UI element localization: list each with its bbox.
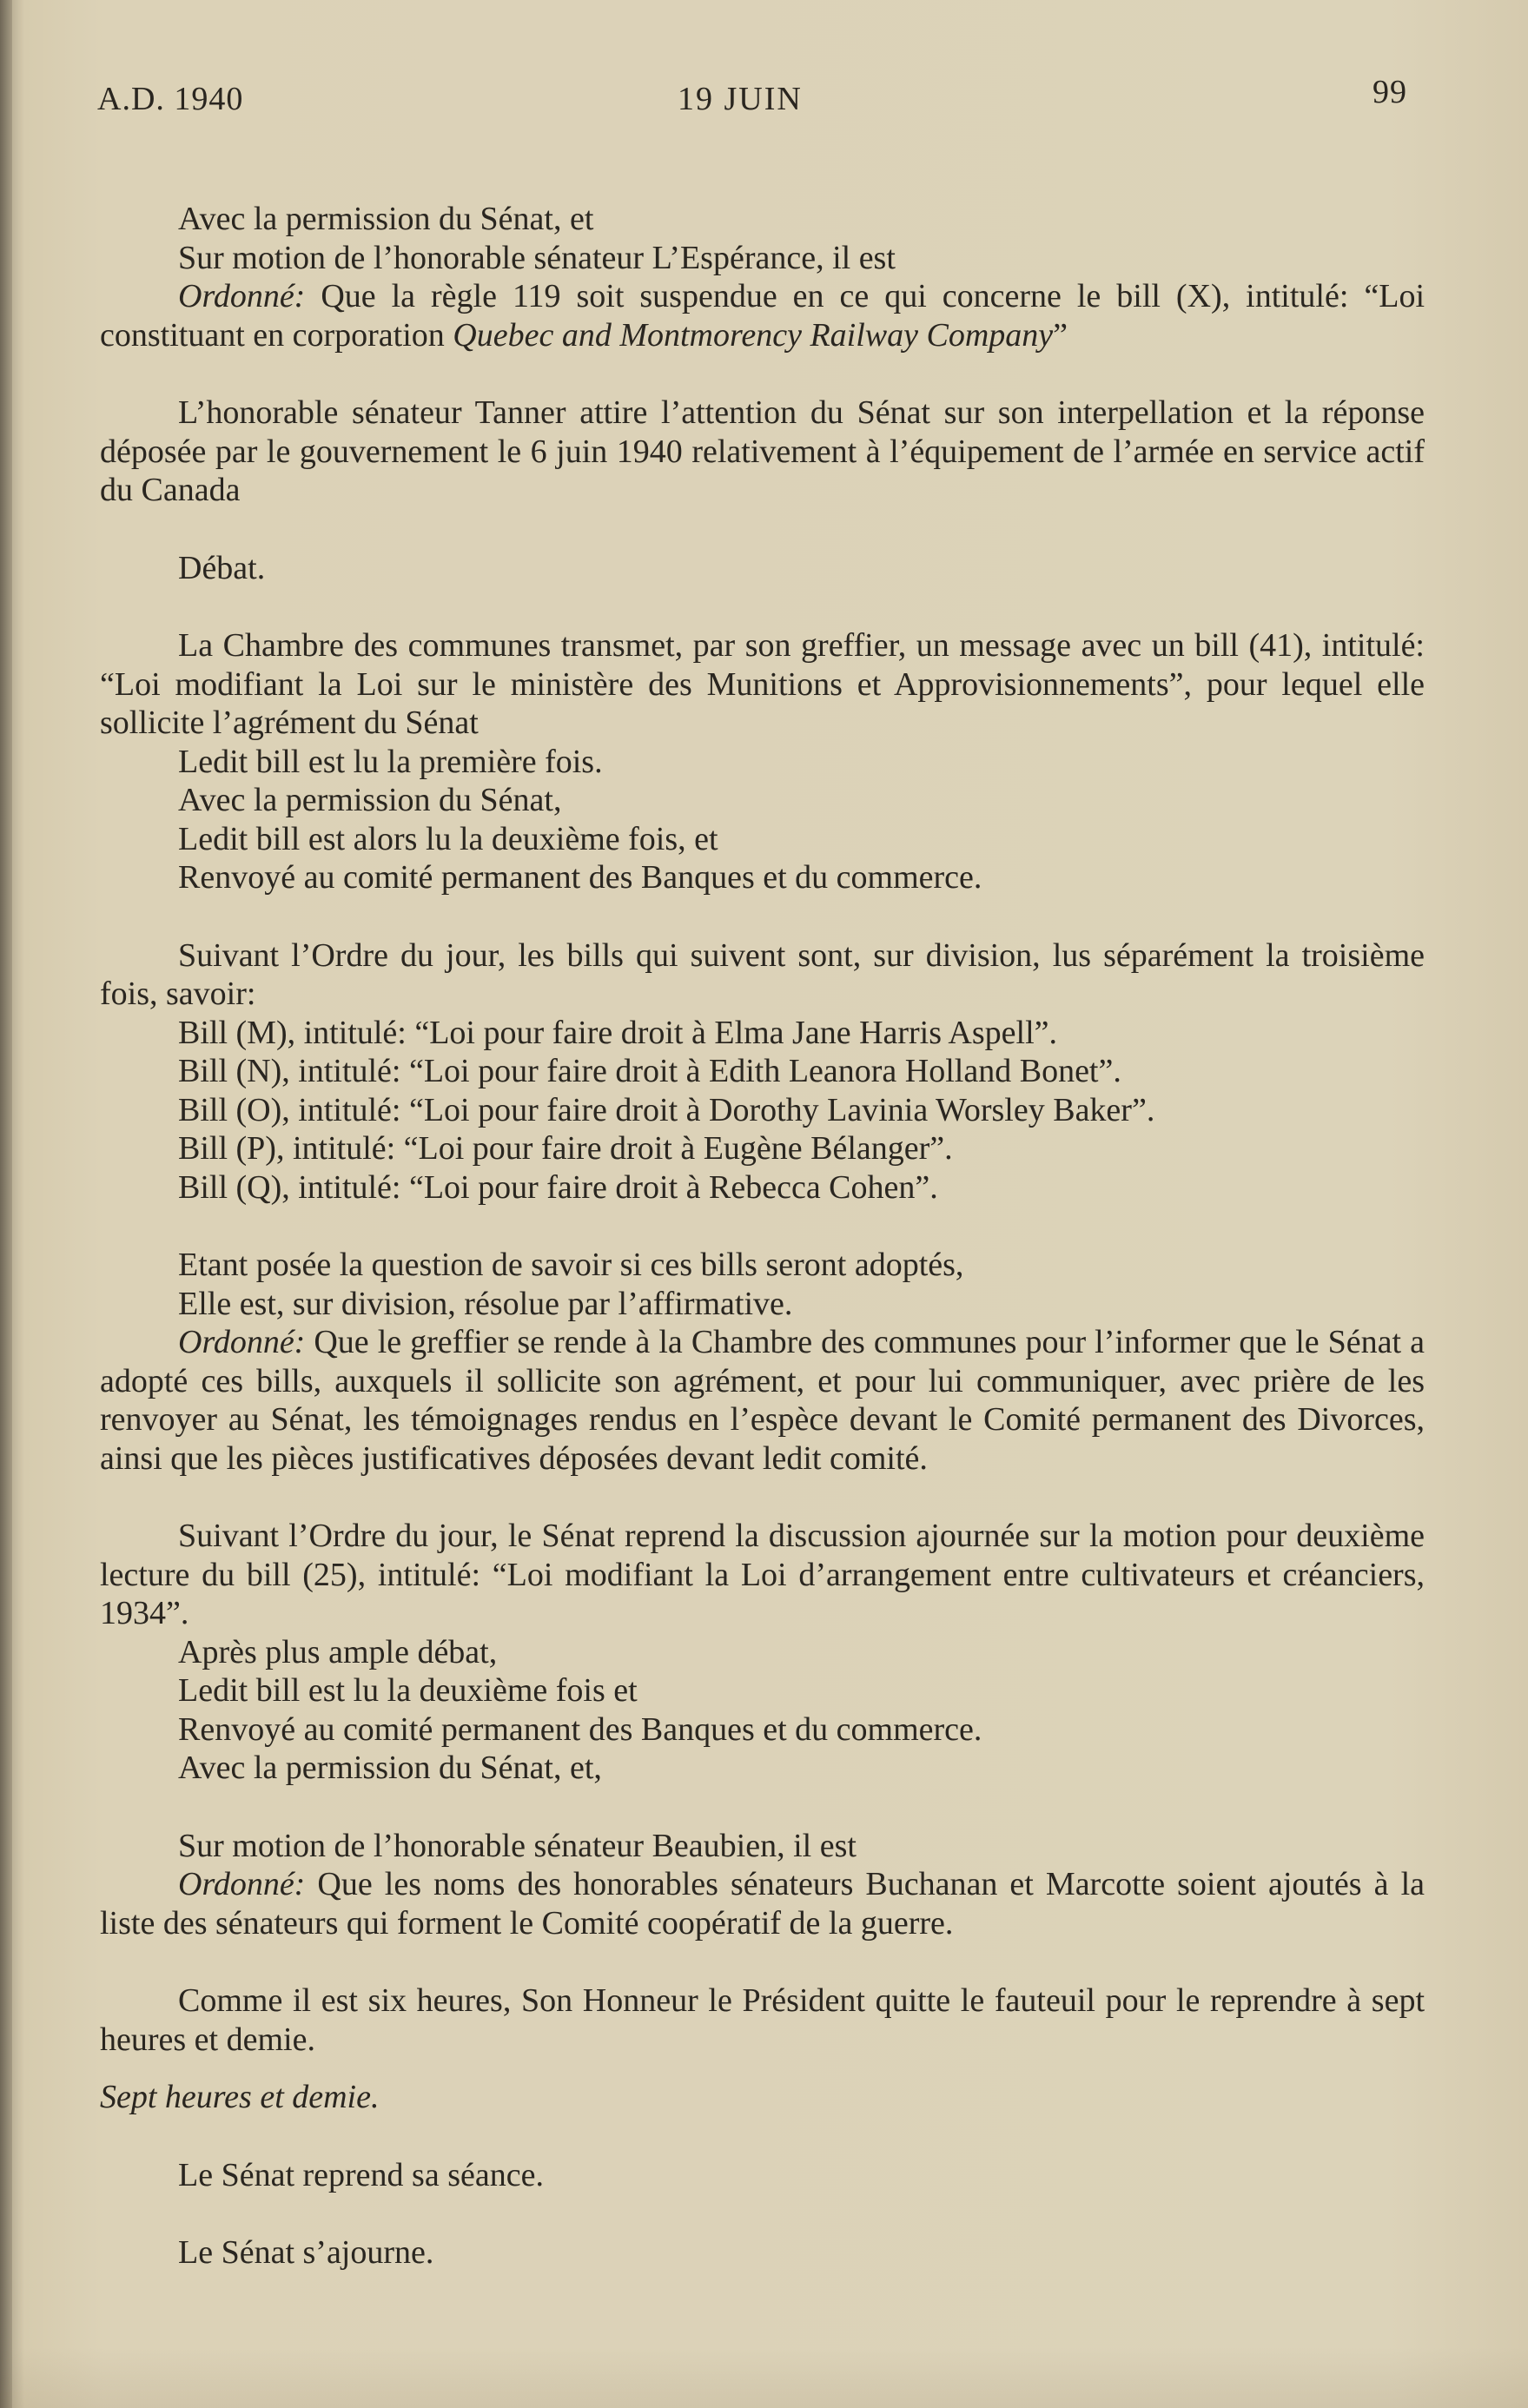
- paragraph: Débat.: [178, 549, 266, 586]
- spacer: [100, 1207, 1425, 1246]
- paragraph: Comme il est six heures, Son Honneur le Président quitte le fauteuil pour le reprendre à sept heures et demie.: [100, 1982, 1425, 2058]
- paragraph: Etant posée la question de savoir si ces bills seront adoptés,: [178, 1247, 964, 1283]
- paragraph: Le Sénat reprend sa séance.: [178, 2156, 544, 2193]
- spacer: [100, 2059, 1425, 2078]
- header-year: A.D. 1940: [97, 81, 244, 117]
- paragraph: Avec la permission du Sénat, et: [178, 201, 594, 237]
- order-label: Ordonné:: [178, 1324, 306, 1360]
- bill-item: Bill (O), intitulé: “Loi pour faire droit à Dorothy Lavinia Worsley Baker”.: [178, 1091, 1155, 1128]
- bill-item: Bill (N), intitulé: “Loi pour faire droit à Edith Leanora Holland Bonet”.: [178, 1053, 1121, 1089]
- spacer: [100, 2194, 1425, 2233]
- paragraph: Après plus ample débat,: [178, 1633, 498, 1670]
- paragraph: Ledit bill est lu la première fois.: [178, 743, 603, 780]
- order-label: Ordonné:: [178, 1866, 306, 1902]
- spacer: [100, 587, 1425, 626]
- document-body: [100, 200, 1425, 2272]
- paragraph: Ledit bill est alors lu la deuxième fois, et: [178, 820, 718, 857]
- paragraph: Le Sénat s’ajourne.: [178, 2234, 434, 2271]
- paragraph: Suivant l’Ordre du jour, le Sénat reprend la discussion ajournée sur la motion pour deuxième lecture du bill (25), intitulé: “Loi modifiant la Loi d’arrangement entre cultivateurs et créanciers, 1934”.: [100, 1518, 1425, 1631]
- paragraph: L’honorable sénateur Tanner attire l’attention du Sénat sur son interpellation et la réponse déposée par le gouvernement le 6 juin 1940 relativement à l’équipement de l’armée en service actif du Canada: [100, 394, 1425, 508]
- time-heading: Sept heures et demie.: [100, 2079, 380, 2115]
- quote-close: ”: [1053, 316, 1068, 354]
- paragraph: Sur motion de l’honorable sénateur L’Espérance, il est: [178, 239, 896, 276]
- paragraph: Elle est, sur division, résolue par l’affirmative.: [178, 1285, 793, 1322]
- spacer: [100, 1788, 1425, 1827]
- spacer: [100, 354, 1425, 394]
- paragraph-order: [100, 277, 1425, 354]
- page-number: 99: [1373, 74, 1407, 110]
- company-name: Quebec and Montmorency Railway Company: [453, 316, 1054, 354]
- page-binding-edge: [0, 0, 12, 2408]
- page-bottom-shadow: [0, 2347, 1528, 2408]
- order-label: Ordonné:: [178, 278, 306, 314]
- header-date: 19 JUIN: [678, 81, 803, 117]
- spacer: [100, 2117, 1425, 2156]
- spacer: [100, 897, 1425, 936]
- paragraph-order: [100, 1323, 1425, 1478]
- spacer: [100, 1942, 1425, 1981]
- paragraph: Suivant l’Ordre du jour, les bills qui suivent sont, sur division, lus séparément la troisième fois, savoir:: [100, 936, 1425, 1012]
- paragraph: Avec la permission du Sénat,: [178, 782, 562, 818]
- bill-item: Bill (M), intitulé: “Loi pour faire droit à Elma Jane Harris Aspell”.: [178, 1014, 1058, 1051]
- paragraph-order: [100, 1865, 1425, 1942]
- paragraph: Renvoyé au comité permanent des Banques et du commerce.: [178, 1710, 982, 1748]
- spacer: [100, 510, 1425, 549]
- bill-item: Bill (Q), intitulé: “Loi pour faire droit à Rebecca Cohen”.: [178, 1168, 938, 1206]
- bill-item: Bill (P), intitulé: “Loi pour faire droit à Eugène Bélanger”.: [178, 1130, 953, 1167]
- paragraph: Ledit bill est lu la deuxième fois et: [178, 1672, 638, 1709]
- paragraph: La Chambre des communes transmet, par son greffier, un message avec un bill (41), intitulé: “Loi modifiant la Loi sur le ministère des Munitions et Approvisionnements”, pour lequel elle sollicite l’agrément du Sénat: [100, 627, 1425, 741]
- paragraph: Avec la permission du Sénat, et,: [178, 1750, 602, 1786]
- paragraph: Sur motion de l’honorable sénateur Beaubien, il est: [178, 1827, 857, 1864]
- order-text: Que les noms des honorables sénateurs Buchanan et Marcotte soient ajoutés à la liste des sénateurs qui forment le Comité coopératif de la guerre.: [100, 1866, 1425, 1942]
- order-text: Que la règle 119 soit suspendue en ce qui concerne le bill (X), intitulé: “Loi constituant en corporation: [100, 278, 1425, 354]
- paragraph: Renvoyé au comité permanent des Banques et du commerce.: [178, 859, 982, 896]
- spacer: [100, 1478, 1425, 1517]
- order-text: Que le greffier se rende à la Chambre des communes pour l’informer que le Sénat a adopté ces bills, auxquels il sollicite son agrément, et pour lui communiquer, avec prière de les renvoyer au Sénat, les témoignages rendus en l’espèce devant le Comité permanent des Divorces, ainsi que les pièces justificatives déposées devant ledit comité.: [100, 1324, 1425, 1477]
